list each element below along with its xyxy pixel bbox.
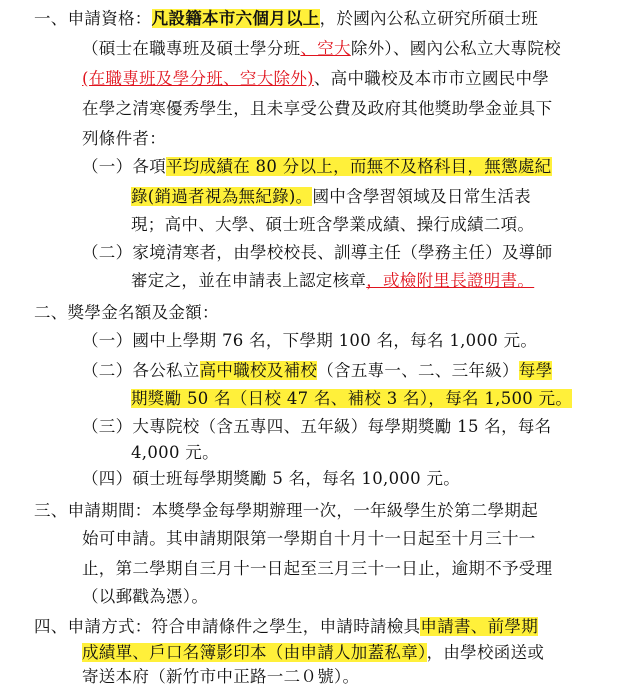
award-item-3-line-1: （三）大專院校（含五專四、五年級）每學期獎勵 15 名，每名	[82, 417, 552, 436]
section-1-line-3	[82, 66, 549, 92]
condition-2-line-1: （二）家境清寒者，由學校校長、訓導主任（學務主任）及導師	[82, 243, 553, 262]
section-1-line-5: 列條件者：	[82, 129, 166, 148]
condition-2-line-2	[131, 268, 534, 294]
highlight-no-record: 錄(銷過者視為無紀錄)。	[131, 187, 313, 206]
award-item-2-line-2	[131, 386, 572, 412]
text-span: （含五專一、二、三年級）	[317, 361, 519, 380]
highlight-grades: 平均成績在 80 分以上，而無不及格科目，無懲處紀	[166, 157, 552, 176]
text-span: 、高中職校及本市市立國民中學	[313, 69, 550, 88]
section-3-line-1: 三、申請期間：本獎學金每學期辦理一次，一年級學生於第二學期起	[34, 501, 538, 520]
section-4-line-1	[34, 614, 538, 640]
award-item-2-line-1	[82, 358, 552, 384]
highlight-per-term: 每學	[518, 361, 553, 380]
award-item-1: （一）國中上學期 76 名，下學期 100 名，每名 1,000 元。	[82, 331, 538, 350]
section-3-line-2: 始可申請。其申請期限第一學期自十月十一日起至十月三十一	[82, 529, 536, 548]
text-span: （碩士在職專班及碩士學分班	[82, 39, 301, 58]
section-1-heading: 一、申請資格：	[34, 9, 152, 28]
text-span: 審定之，並在申請表上認定核章	[131, 271, 367, 290]
section-3-line-4: （以郵戳為憑）。	[82, 587, 209, 606]
red-note-certificate: ，或檢附里長證明書。	[366, 271, 535, 290]
section-1-line-4: 在學之清寒優秀學生，且未享受公費及政府其他獎助學金並具下	[82, 99, 553, 118]
highlight-transcript: 成績單、戶口名簿影印本（由申請人加蓋私章）	[82, 643, 427, 662]
red-note-kongda: 、空大	[300, 39, 351, 58]
section-1-line-1	[34, 6, 538, 32]
award-item-3-line-2: 4,000 元。	[131, 443, 219, 462]
section-4-line-3: 寄送本府（新竹市中正路一二０號）。	[82, 667, 360, 686]
red-note-exclusions: (在職專班及學分班、空大除外)	[82, 69, 314, 88]
text-span: （二）各公私立	[82, 361, 200, 380]
highlight-senior-high: 高中職校及補校	[199, 361, 318, 380]
condition-1-line-3: 現；高中、大學、碩士班含學業成績、操行成績二項。	[131, 215, 535, 234]
text-span: 除外）、國內公私立大專院校	[350, 39, 561, 58]
text-span: ，由學校函送或	[426, 643, 545, 662]
text-span: （一）各項	[82, 157, 166, 176]
highlight-award-amount: 期獎勵 50 名（日校 47 名、補校 3 名），每名 1,500 元。	[131, 389, 573, 408]
section-4-line-2	[82, 640, 544, 666]
condition-1-line-1	[82, 154, 552, 180]
highlight-application-docs: 申請書、前學期	[420, 617, 539, 636]
text-span: ，於國內公私立研究所碩士班	[319, 9, 539, 28]
text-span: 國中含學習領域及日常生活表	[312, 187, 531, 206]
highlight-residency: 凡設籍本市六個月以上	[151, 9, 320, 28]
section-3-line-3: 止，第二學期自三月十一日起至三月三十一日止，逾期不予受理	[82, 559, 553, 578]
award-item-4: （四）碩士班每學期獎勵 5 名，每名 10,000 元。	[82, 469, 461, 488]
text-span: 四、申請方式：符合申請條件之學生，申請時請檢具	[34, 617, 421, 636]
section-1-line-2	[82, 36, 561, 62]
section-2-heading: 二、獎學金名額及金額：	[34, 303, 219, 322]
condition-1-line-2	[131, 184, 531, 210]
